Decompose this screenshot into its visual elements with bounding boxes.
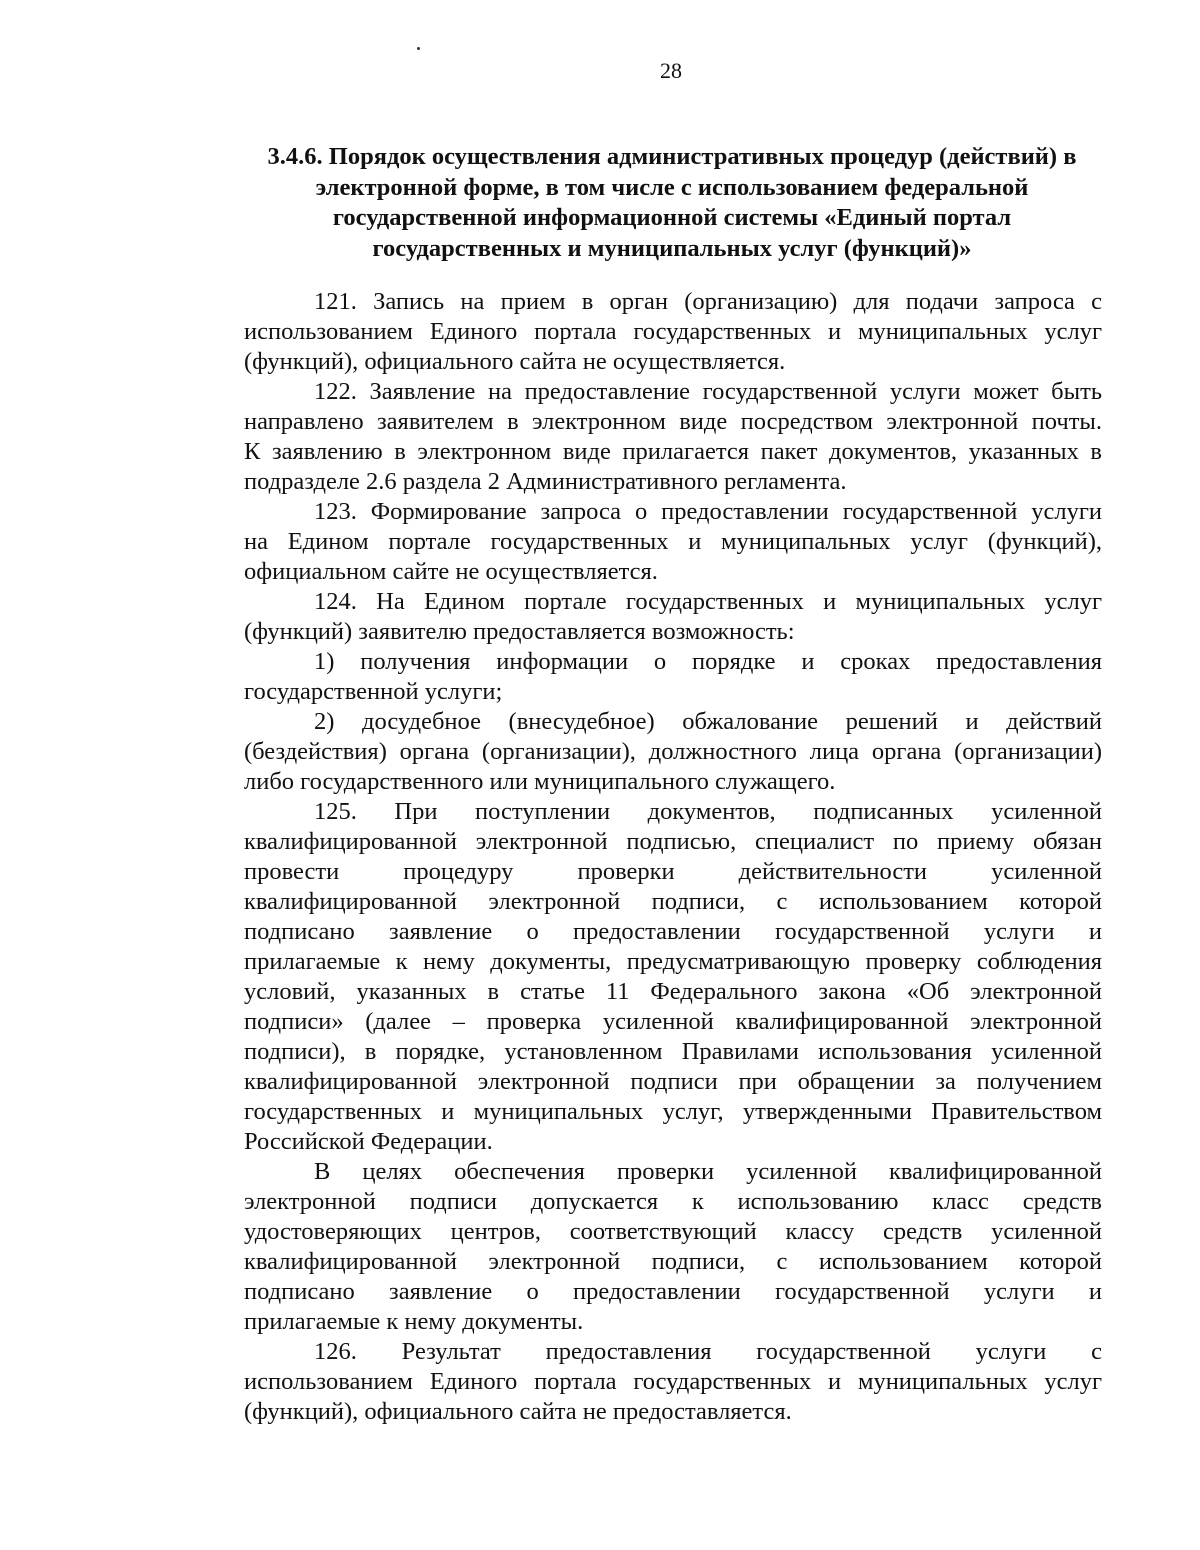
paragraph-125-continued [244,1157,1102,1337]
text-line: направлено заявителем в электронном виде посредством электронной почты. [244,408,1102,435]
text-line: Российской Федерации. [244,1128,493,1155]
paragraph-123 [244,497,1102,587]
section-title [244,142,1100,264]
text-line: 125. При поступлении документов, подписанных усиленной [314,798,1102,825]
text-line: условий, указанных в статье 11 Федерального закона «Об электронной [244,978,1102,1005]
text-line: провести процедуру проверки действительности усиленной [244,858,1102,885]
text-line: 123. Формирование запроса о предоставлении государственной услуги [314,498,1102,525]
paragraph-126 [244,1337,1102,1427]
text-line: 122. Заявление на предоставление государственной услуги может быть [314,378,1102,405]
paragraph-124 [244,587,1102,647]
text-line: квалифицированной электронной подписи, с использованием которой [244,888,1102,915]
text-line: удостоверяющих центров, соответствующий классу средств усиленной [244,1218,1102,1245]
text-line: прилагаемые к нему документы. [244,1308,584,1335]
text-line: (функций), официального сайта не осуществляется. [244,348,786,375]
text-line: либо государственного или муниципального служащего. [244,768,836,795]
text-line: подразделе 2.6 раздела 2 Административного регламента. [244,468,847,495]
text-line: на Едином портале государственных и муниципальных услуг (функций), [244,528,1102,555]
document-body [244,287,1102,1427]
list-item-2 [244,707,1102,797]
text-line: официальном сайте не осуществляется. [244,558,658,585]
text-line: квалифицированной электронной подписью, специалист по приему обязан [244,828,1102,855]
section-title-line: 3.4.6. Порядок осуществления административных процедур (действий) в [267,143,1077,170]
text-line: В целях обеспечения проверки усиленной квалифицированной [314,1158,1102,1185]
text-line: 1) получения информации о порядке и сроках предоставления [314,648,1102,675]
text-line: прилагаемые к нему документы, предусматривающую проверку соблюдения [244,948,1102,975]
text-line: 124. На Едином портале государственных и муниципальных услуг [314,588,1102,615]
text-line: К заявлению в электронном виде прилагается пакет документов, указанных в [244,438,1102,465]
page-number: 28 [660,58,682,83]
text-line: 121. Запись на прием в орган (организацию) для подачи запроса с [314,288,1102,315]
text-line: 2) досудебное (внесудебное) обжалование решений и действий [314,708,1102,735]
text-line: квалифицированной электронной подписи при обращении за получением [244,1068,1102,1095]
text-line: подписано заявление о предоставлении государственной услуги и [244,1278,1102,1305]
text-line: (функций) заявителю предоставляется возможность: [244,618,795,645]
text-line: подписано заявление о предоставлении государственной услуги и [244,918,1102,945]
paragraph-125 [244,797,1102,1157]
text-line: использованием Единого портала государственных и муниципальных услуг [244,1368,1102,1395]
text-line: (функций), официального сайта не предоставляется. [244,1398,792,1425]
text-line: использованием Единого портала государственных и муниципальных услуг [244,318,1102,345]
text-line: электронной подписи допускается к использованию класс средств [244,1188,1102,1215]
text-line: государственной услуги; [244,678,503,705]
section-title-line: государственной информационной системы «Единый портал [332,204,1012,231]
text-line: 126. Результат предоставления государственной услуги с [314,1338,1102,1365]
text-line: государственных и муниципальных услуг, утвержденными Правительством [244,1098,1102,1125]
scan-speck [417,47,420,50]
paragraph-121 [244,287,1102,377]
text-line: (бездействия) органа (организации), должностного лица органа (организации) [244,738,1102,765]
paragraph-122 [244,377,1102,497]
section-title-line: государственных и муниципальных услуг (функций)» [372,234,972,262]
section-title-line: электронной форме, в том числе с использованием федеральной [315,173,1029,201]
list-item-1 [244,647,1102,707]
text-line: подписи» (далее – проверка усиленной квалифицированной электронной [244,1008,1102,1035]
text-line: квалифицированной электронной подписи, с использованием которой [244,1248,1102,1275]
text-line: подписи), в порядке, установленном Правилами использования усиленной [244,1038,1102,1065]
